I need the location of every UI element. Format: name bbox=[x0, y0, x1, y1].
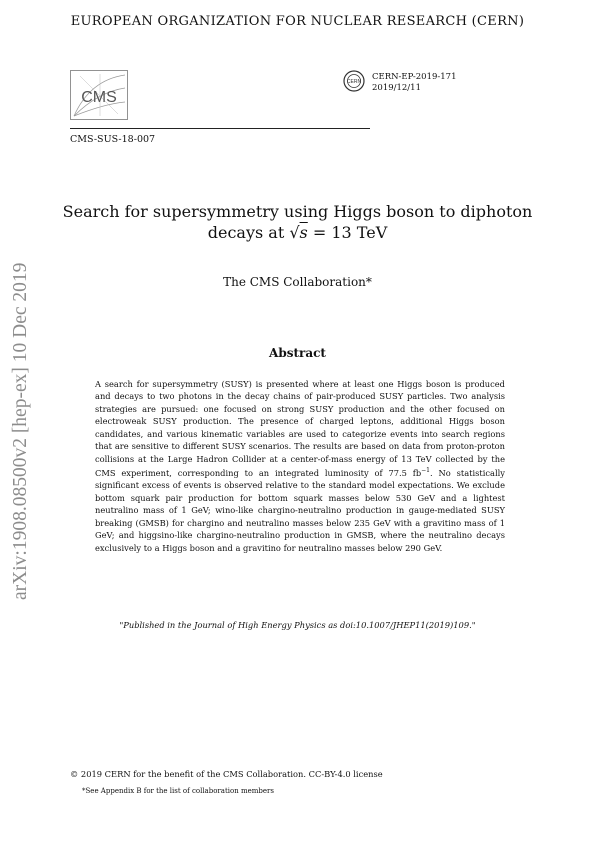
report-info bbox=[372, 72, 456, 94]
cms-logo bbox=[70, 70, 128, 120]
paper-id: CMS-SUS-18-007 bbox=[70, 134, 156, 145]
abstract-text-part-2: . No statistically significant excess of events is observed relative to the standard model expectations. We exclude bottom squark pair production for bottom squark masses below 530 GeV and a lightest neutralino mass of 1 GeV; wino-like chargino-neutralino production in gauge-mediated SUSY breaking (GMSB) for chargino and neutralino masses below 235 GeV with a gravitino mass of 1 GeV; and higgsino-like chargino-neutralino production in GMSB, where the neutralino decays exclusively to a Higgs boson and a gravitino for neutralino masses below 290 GeV. bbox=[95, 467, 505, 553]
sqrt-symbol: √ bbox=[289, 223, 300, 242]
sqrt-variable: s bbox=[299, 223, 308, 242]
abstract-text-part-1: A search for supersymmetry (SUSY) is presented where at least one Higgs boson is produced and decays to two photons in the decay chains of pair-produced SUSY particles. Two analysis strategies are pursued: one focused on strong SUSY production and the other focused on electroweak SUSY production. The presence of charged leptons, additional Higgs boson candidates, and various kinematic variables are used to categorize events into search regions that are sensitive to different SUSY scenarios. The results are based on data from proton-proton collisions at the Large Hadron Collider at a center-of-mass energy of 13 TeV collected by the CMS experiment, corresponding to an integrated luminosity of 77.5 fb bbox=[95, 379, 505, 478]
abstract-superscript: −1 bbox=[421, 467, 431, 475]
header-divider bbox=[70, 128, 370, 129]
cern-logo bbox=[343, 70, 365, 92]
authors: The CMS Collaboration* bbox=[223, 275, 372, 289]
report-number: CERN-EP-2019-171 bbox=[372, 72, 457, 82]
title-line-2 bbox=[40, 222, 555, 243]
report-date: 2019/12/11 bbox=[372, 83, 421, 93]
organization-header: EUROPEAN ORGANIZATION FOR NUCLEAR RESEARCH (CERN) bbox=[70, 14, 525, 29]
title-line-2-prefix: decays at bbox=[207, 223, 290, 242]
paper-title bbox=[40, 201, 555, 243]
arxiv-stamp: arXiv:1908.08500v2 [hep-ex] 10 Dec 2019 bbox=[10, 262, 31, 600]
abstract-body bbox=[95, 378, 505, 554]
title-line-2-suffix: = 13 TeV bbox=[307, 223, 388, 242]
publication-note: "Published in the Journal of High Energy Physics as doi:10.1007/JHEP11(2019)109." bbox=[119, 620, 476, 630]
abstract-heading: Abstract bbox=[269, 346, 326, 360]
title-line-1: Search for supersymmetry using Higgs boson to diphoton bbox=[62, 202, 533, 221]
svg-text:CMS: CMS bbox=[81, 89, 117, 106]
svg-text:CERN: CERN bbox=[346, 79, 362, 85]
copyright-notice: © 2019 CERN for the benefit of the CMS Collaboration. CC-BY-4.0 license bbox=[70, 769, 383, 779]
collaboration-footnote: *See Appendix B for the list of collaboration members bbox=[82, 787, 274, 795]
